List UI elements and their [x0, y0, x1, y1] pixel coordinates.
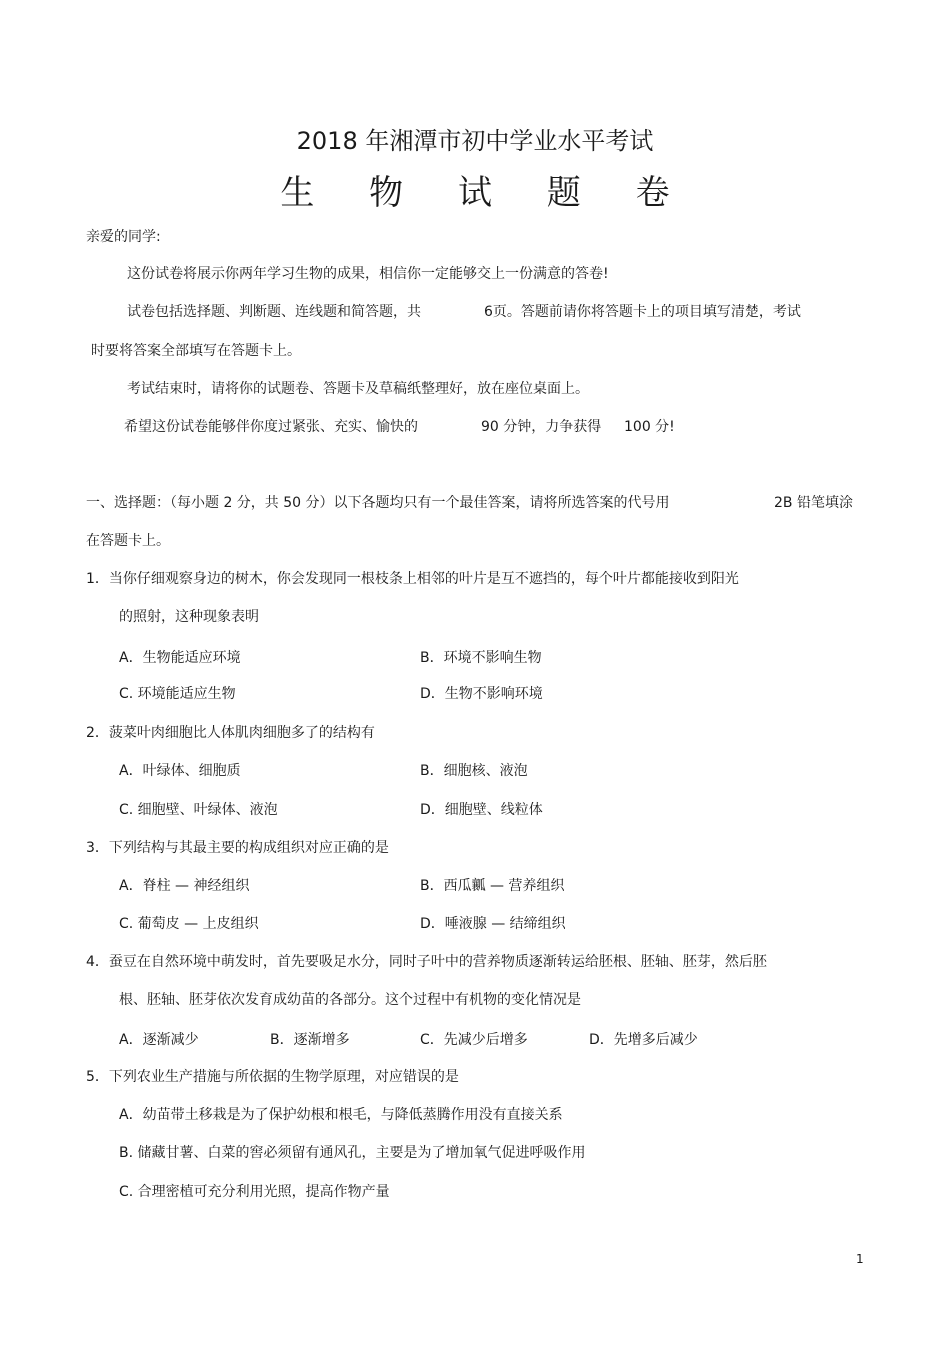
- option-a: A．生物能适应环境: [119, 650, 241, 666]
- question-stem-continued: 的照射，这种现象表明: [119, 609, 259, 625]
- option-a: A．逐渐减少: [119, 1032, 199, 1048]
- question-stem-continued: 根、胚轴、胚芽依次发育成幼苗的各部分。这个过程中有机物的变化情况是: [119, 992, 581, 1008]
- intro-greeting: 亲爱的同学:: [86, 229, 161, 245]
- intro-line-3: 时要将答案全部填写在答题卡上。: [91, 343, 301, 359]
- option-b: B．环境不影响生物: [420, 650, 542, 666]
- question-stem: 4．蚕豆在自然环境中萌发时，首先要吸足水分，同时子叶中的营养物质逐渐转运给胚根、胚轴、胚芽，然后胚: [86, 954, 767, 970]
- exam-subtitle: 生 物 试 题 卷: [280, 173, 692, 213]
- intro-line-2b: 6页。答题前请你将答题卡上的项目填写清楚，考试: [484, 304, 801, 320]
- option-b: B. 储藏甘薯、白菜的窖必须留有通风孔，主要是为了增加氧气促进呼吸作用: [119, 1145, 586, 1161]
- option-b: B．逐渐增多: [270, 1032, 350, 1048]
- question-stem: 2．菠菜叶肉细胞比人体肌肉细胞多了的结构有: [86, 725, 375, 741]
- question-stem: 5．下列农业生产措施与所依据的生物学原理，对应错误的是: [86, 1069, 459, 1085]
- question-stem: 3．下列结构与其最主要的构成组织对应正确的是: [86, 840, 389, 856]
- intro-line-5b: 90 分钟，力争获得: [481, 419, 602, 435]
- exam-title: 2018 年湘潭市初中学业水平考试: [296, 127, 654, 155]
- option-a: A．幼苗带土移栽是为了保护幼根和根毛，与降低蒸腾作用没有直接关系: [119, 1107, 563, 1123]
- section-heading-tail: 2B 铅笔填涂: [774, 495, 853, 511]
- option-d: D．细胞壁、线粒体: [420, 802, 543, 818]
- option-b: B．细胞核、液泡: [420, 763, 528, 779]
- option-a: A．叶绿体、细胞质: [119, 763, 241, 779]
- intro-line-4: 考试结束时，请将你的试题卷、答题卡及草稿纸整理好，放在座位桌面上。: [127, 381, 589, 397]
- option-c: C. 环境能适应生物: [119, 686, 236, 702]
- option-c: C．先减少后增多: [420, 1032, 528, 1048]
- option-c: C. 葡萄皮 — 上皮组织: [119, 916, 259, 932]
- intro-line-2a: 试卷包括选择题、判断题、连线题和简答题，共: [127, 304, 421, 320]
- option-b: B．西瓜瓤 — 营养组织: [420, 878, 565, 894]
- page-number: 1: [856, 1252, 864, 1266]
- option-d: D．唾液腺 — 结缔组织: [420, 916, 566, 932]
- section-heading: 一、选择题：（每小题 2 分，共 50 分）以下各题均只有一个最佳答案，请将所选答案的代号用: [86, 495, 670, 511]
- intro-line-5a: 希望这份试卷能够伴你度过紧张、充实、愉快的: [124, 419, 418, 435]
- question-stem: 1．当你仔细观察身边的树木，你会发现同一根枝条上相邻的叶片是互不遮挡的，每个叶片都能接收到阳光: [86, 571, 739, 587]
- option-c: C. 合理密植可充分利用光照，提高作物产量: [119, 1184, 390, 1200]
- option-d: D．生物不影响环境: [420, 686, 543, 702]
- option-d: D．先增多后减少: [589, 1032, 698, 1048]
- option-a: A．脊柱 — 神经组织: [119, 878, 250, 894]
- intro-line-1: 这份试卷将展示你两年学习生物的成果，相信你一定能够交上一份满意的答卷!: [127, 266, 609, 282]
- section-heading-line-2: 在答题卡上。: [86, 533, 170, 549]
- option-c: C. 细胞壁、叶绿体、液泡: [119, 802, 278, 818]
- intro-line-5c: 100 分!: [624, 419, 675, 435]
